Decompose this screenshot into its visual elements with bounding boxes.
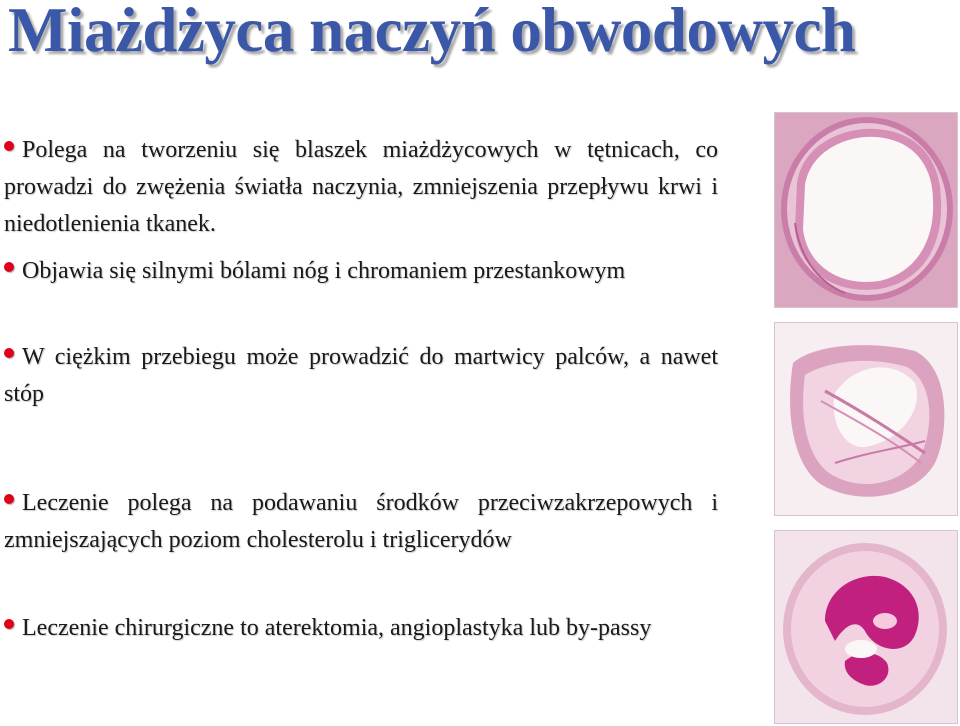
- bullet-item: [4, 339, 718, 413]
- artery-histology-image-2: [774, 322, 958, 516]
- bullet-item: [4, 610, 718, 647]
- bullet-text: Leczenie polega na podawaniu środków przeciwzakrzepowych i zmniejszających poziom cholesterolu i triglicerydów: [4, 490, 718, 553]
- bullet-dot-icon: [4, 348, 14, 358]
- bullet-item: [4, 132, 718, 243]
- bullet-dot-icon: [4, 494, 14, 504]
- slide-title: Miażdżyca naczyń obwodowych: [8, 0, 856, 65]
- bullet-item: [4, 485, 718, 559]
- bullet-text: Polega na tworzeniu się blaszek miażdżycowych w tętnicach, co prowadzi do zwężenia światła naczynia, zmniejszenia przepływu krwi i niedotlenienia tkanek.: [4, 137, 718, 237]
- artery-histology-image-1: [774, 112, 958, 308]
- bullet-text: W ciężkim przebiegu może prowadzić do martwicy palców, a nawet stóp: [4, 344, 718, 407]
- artery-histology-image-3: [774, 530, 958, 724]
- bullet-text: Leczenie chirurgiczne to aterektomia, angioplastyka lub by-passy: [22, 615, 652, 641]
- bullet-dot-icon: [4, 262, 14, 272]
- bullet-item: [4, 253, 718, 290]
- bullet-dot-icon: [4, 619, 14, 629]
- bullet-text: Objawia się silnymi bólami nóg i chromaniem przestankowym: [22, 258, 626, 284]
- bullet-dot-icon: [4, 141, 14, 151]
